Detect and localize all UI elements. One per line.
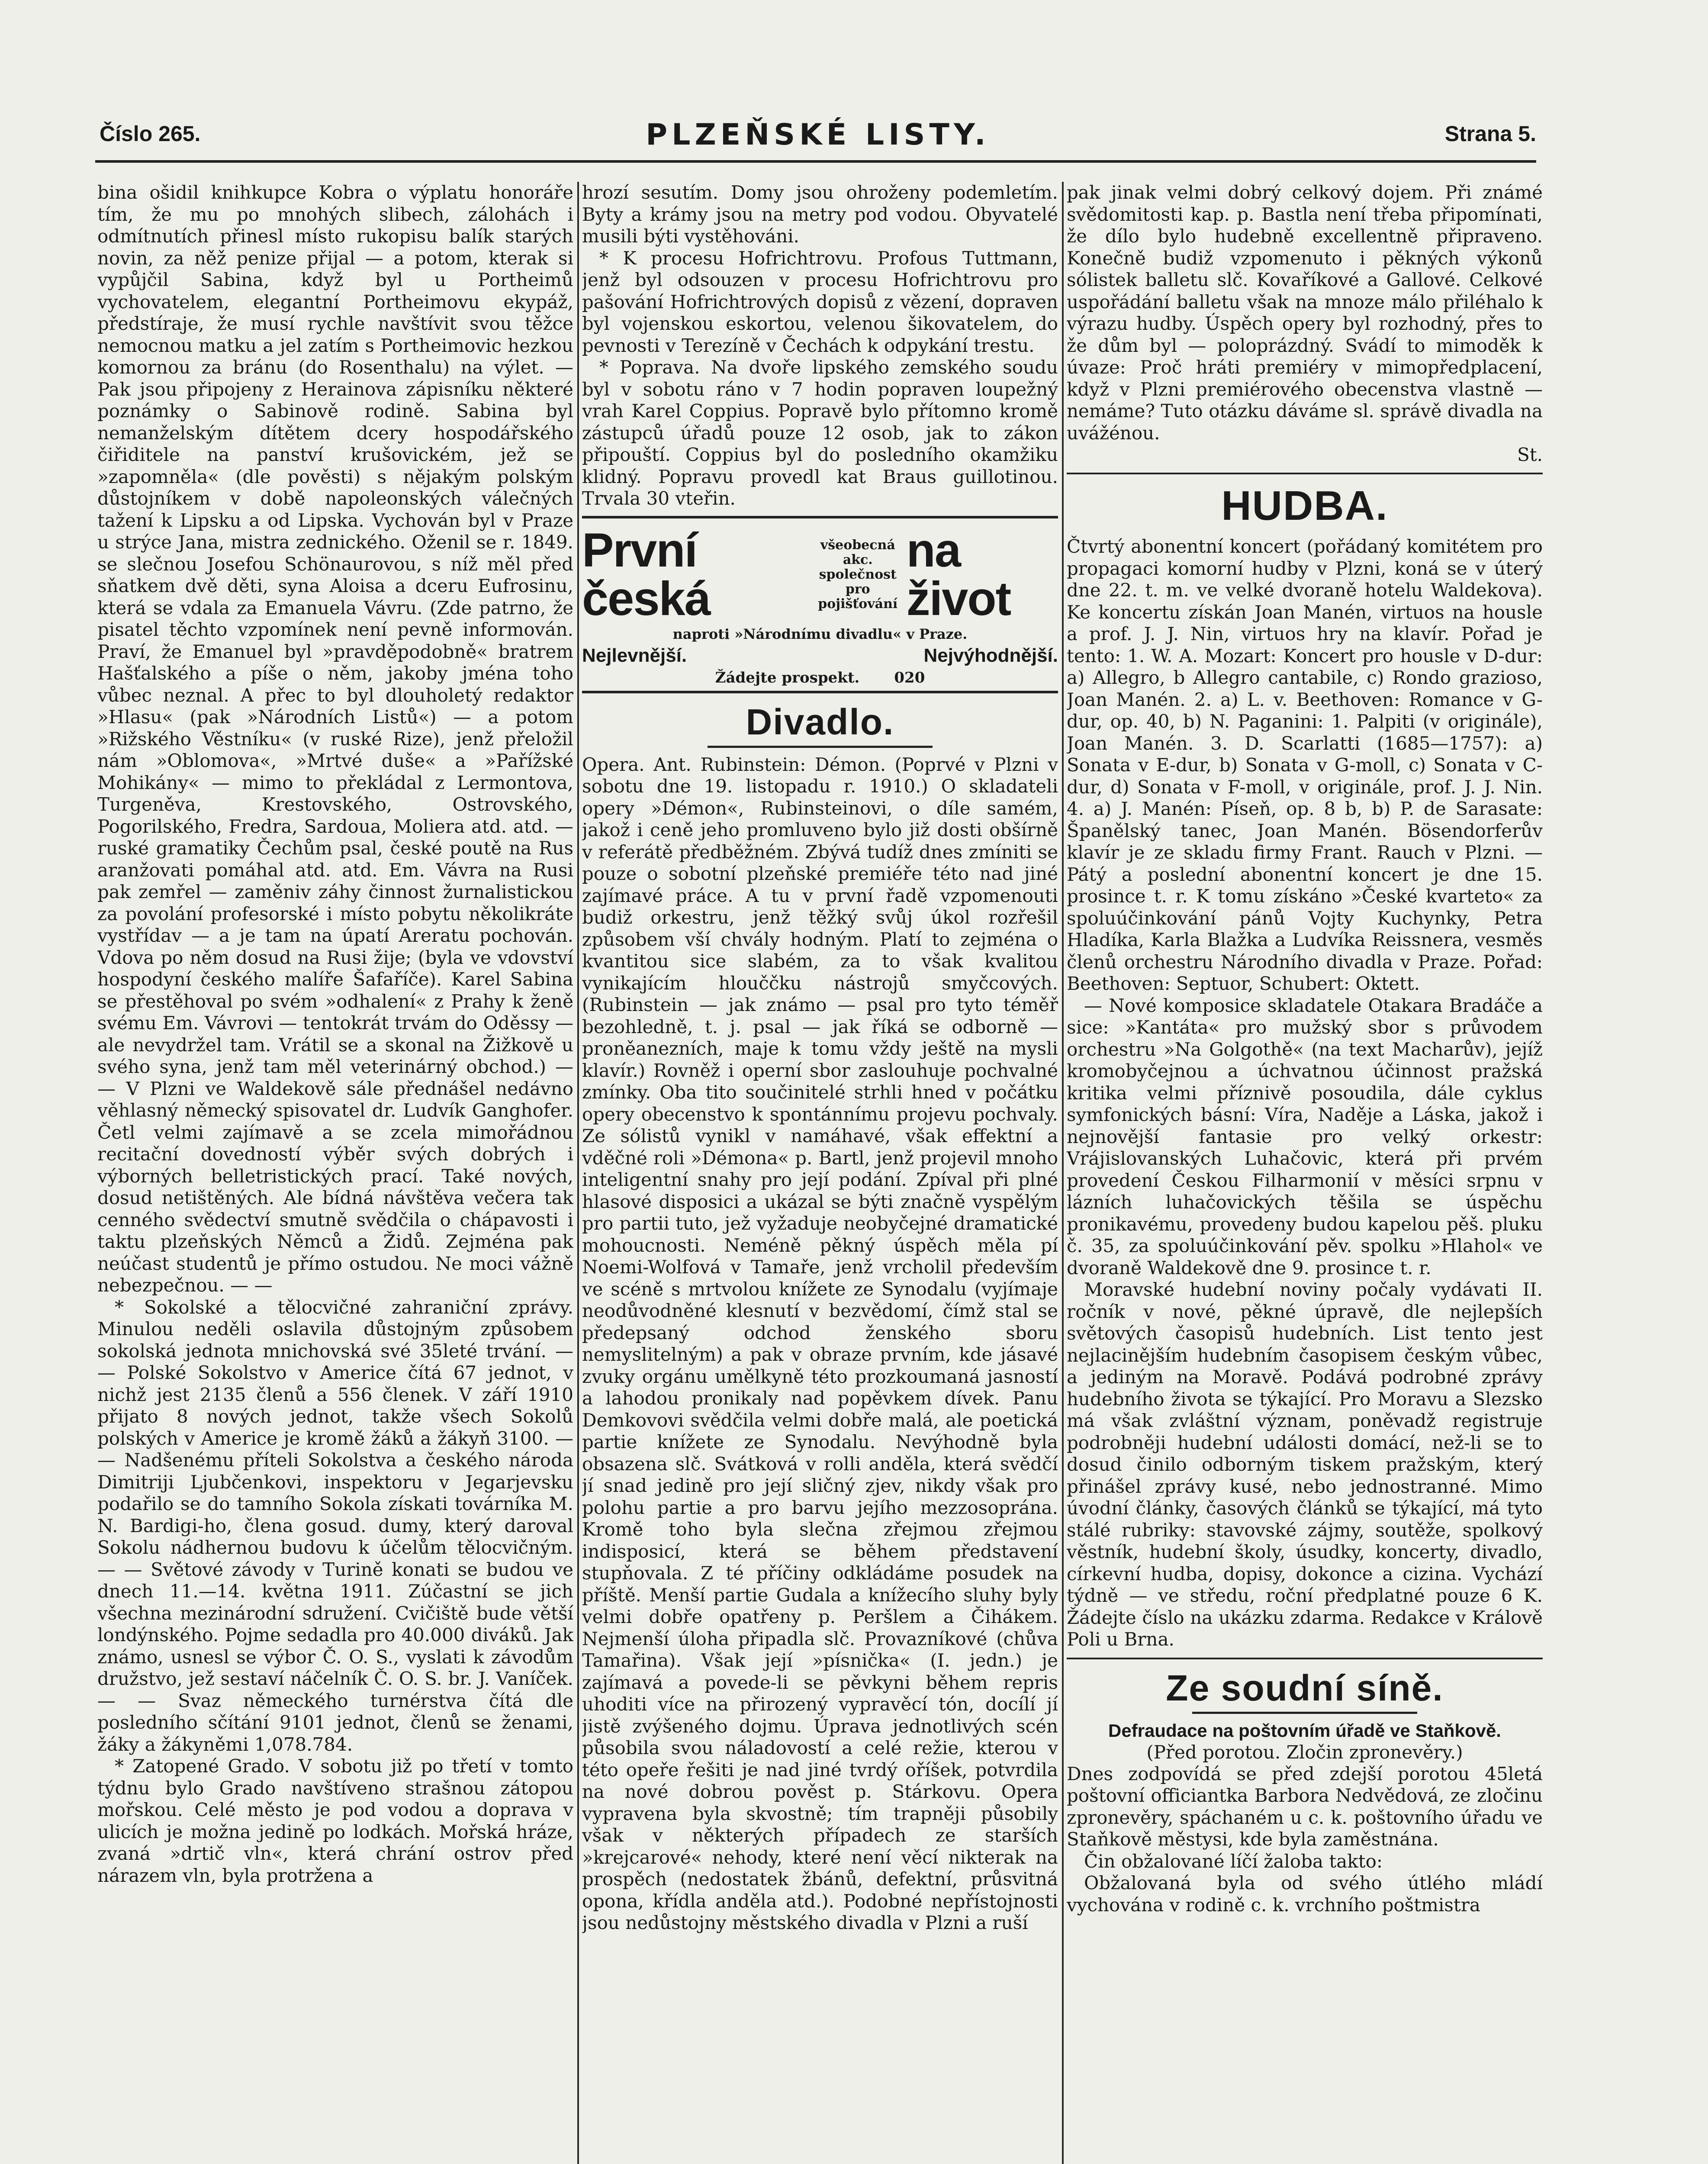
column-divider (1062, 182, 1064, 2164)
page-number: Strana 5. (1444, 122, 1536, 146)
section-heading-music (1067, 482, 1543, 530)
ad-best: Nejvýhodnější. (923, 644, 1058, 666)
column-1 (97, 182, 573, 2164)
article-paragraph: Čin obžalované líčí žaloba takto: (1084, 1850, 1383, 1872)
column-divider (577, 182, 579, 2164)
article-paragraph: Dnes zodpovídá se před zdejší porotou 45letá poštovní officiantka Barbora Nedvědová, ze zločinu zpronevěry, spáchaném u c. k. poštovního úřadu ve Staňkově městysi, kde byla zaměstnána. (1067, 1763, 1543, 1850)
article-subheading: Defraudace na poštovním úřadě ve Staňkově. (1108, 1720, 1501, 1741)
ad-mid-line: všeobecná akc. (820, 537, 895, 567)
issue-number: Číslo 265. (100, 122, 201, 146)
article-paragraph: Čtvrtý abonentní koncert (pořádaný komitétem pro propagaci komorní hudby v Plzni, koná se v úterý dne 22. t. m. ve velké dvoraně hotelu Waldekova). Ke koncertu získán Joan Manén, virtuos na housle a prof. J. J. Nin, virtuos hry na klavír. Pořad je tento: 1. W. A. Mozart: Koncert pro housle v D-dur: a) Allegro, b Allegro cantabile, c) Rondo grazioso, Joan Manén. 2. a) L. v. Beethoven: Romance v G-dur, op. 40, b) N. Paganini: 1. Palpiti (v originále), Joan Manén. 3. D. Scarlatti (1685—1757): a) Sonata v E-dur, b) Sonata v G-moll, c) Sonata v C-dur, d) Sonata v F-moll, v originále, prof. J. J. Nin. 4. a) J. Manén: Píseň, op. 8 b, b) P. de Sarasate: Španělský tanec, Joan Manén. Bösendorferův klavír je ze skladu firmy Frant. Rauch v Plzni. — Pátý a poslední abonentní koncert je dne 15. prosince t. r. K tomu získáno »České kvarteto« za spoluúčinkování pánů Vojty Kuchynky, Petra Hladíka, Karla Blažka a Ludvíka Reissnera, vesměs členů orchestru Národního divadla v Praze. Pořad: Beethoven: Septuor, Schubert: Oktett. (1067, 536, 1543, 994)
article-paragraph: — Nové komposice skladatele Otakara Bradáče a sice: »Kantáta« pro mužský sbor s průvodem orchestru »Na Golgothě« (na text Macharův), jejíž kromobyčejnou a úchvatnou účinnost pražská kritika velmi příznivě posoudila, dále cyklus symfonických básní: Víra, Naděje a Láska, jakož i nejnovější fantasie pro velký orkestr: Vrájislovanských Luhačovic, která při prvém provedení Českou Filharmonií v měsíci srpnu v lázních luhačovických těšila se úspěchu pronikavému, provedeny budou kapelou pěš. pluku č. 35, za spoluúčinkování pěv. spolku »Hlahol« ve dvoraně Waldekově dne 9. prosince t. r. (1067, 995, 1543, 1278)
article-paragraph: * Zatopené Grado. V sobotu již po třetí v tomto týdnu bylo Grado navštíveno strašnou zátopou mořskou. Celé město je pod vodou a doprava v ulicích je možna jedině po lodkách. Mořská hráze, zvaná »drtič vln«, která chrání ostrov před nárazem vln, byla protržena a (97, 1755, 573, 1886)
ad-company-type (809, 538, 907, 612)
ad-code: 020 (894, 669, 925, 686)
section-heading-theatre (582, 701, 1058, 748)
section-heading-court (1067, 1667, 1543, 1714)
newspaper-title: PLZEŇSKÉ LISTY. (646, 118, 990, 152)
article-paragraph: * Sokolské a tělocvičné zahraniční zprávy. Minulou neděli oslavila důstojným způsobem sokolská jednota mnichovská své 35leté trvání. — — Polské Sokolstvo v Americe čítá 67 jednot, v nichž jest 2135 členů a 556 členek. V září 1910 přijato 8 nových jednot, takže všech Sokolů polských v Americe je kromě žáků a žákyň 3100. — — Nadšenému příteli Sokolstva a českého národa Dimitriji Ljubčenkovi, inspektoru v Jegarjevsku podařilo se do tamního Sokola získati továrníka M. N. Bardigi-ho, člena gosud. dumy, který daroval Sokolu nádhernou budovu k účelům tělocvičným. — — Světové závody v Turině konati se budou ve dnech 11.—14. května 1911. Zúčastní se jich všechna mezinárodní sdružení. Cvičiště bude větší londýnského. Pojme sedadla pro 40.000 diváků. Jak známo, usnesl se výbor Č. O. S., vyslati k závodům družstvo, jež sestaví náčelník Č. O. S. br. J. Vaníček. — — Svaz německého turnérstva čítá dle posledního sčítání 9101 jednot, členů se ženami, žáky a žákyněmi 1,078.784. (97, 1296, 573, 1755)
article-subheading-note: (Před porotou. Zločin zpronevěry.) (1146, 1741, 1463, 1763)
article-paragraph: bina ošidil knihkupce Kobra o výplatu honoráře tím, že mu po mnohých slibech, zálohách i odmítnutích přinesl místo rukopisu balík starých novin, za něž penize přijal — a potom, kterak si vypůjčil Sabina, když byl u Portheimů vychovatelem, elegantní Portheimovu ekypáž, předstíraje, že musí rychle navštívit svou těžce nemocnou matku a jel zatím s Portheimovic hezkou komornou za bránu (do Rosenthalu) na výlet. — Pak jsou připojeny z Herainova zápisníku některé poznámky o Sabinově rodině. Sabina byl nemanželským dítětem dcery hospodářského čiřiditele na panství krušovickém, jež se »zapomněla« (dle pověsti) s nějakým polským důstojníkem v době napoleonských válečných tažení k Lipsku a od Lipska. Vychován byl v Praze u strýce Jana, mistra zednického. Oženil se r. 1849. se slečnou Josefou Schönaurovou, s níž měl před sňatkem dvě děti, syna Aloisa a dceru Eufrosinu, která se vdala za Emanuela Vávru. (Zde patrno, že pisatel těchto vzpomínek není pevně informován. Praví, že Emanuel byl »pravděpodobně« bratrem Hašťalského a píše o něm, jakoby jména toho vůbec neznal. A přec to byl dlouholetý redaktor »Hlasu« (pak »Národních Listů«) — a potom »Rižského Věstníku« (v ruské Rize), jenž přeložil nám »Oblomova«, »Mrtvé duše« a »Pařížské Mohikány« — mimo to překládal z Lermontova, Turgeněva, Krestovského, Ostrovského, Pogorilského, Fredra, Sardoua, Moliera atd. atd. — ruské gramatiky Čechům psal, české poutě na Rus aranžovati pomáhal atd. atd. Em. Vávra na Rusi pak zemřel — zaměniv záhy činnost žurnalistickou za povolání profesorské i místo pobytu několikráte vystřídav — a je tam na úpatí Areratu pochován. Vdova po něm dosud na Rusi žije; (byla ve vdovství hospodyní českého malíře Šafaříče). Karel Sabina se přestěhoval po svém »odhalení« z Prahy k ženě svému Em. Vávrovi — tentokrát trvám do Oděssy — ale nevydržel tam. Vrátil se a skonal na Žižkově u svého syna, jenž tam měl veterinárný obchod.) — — V Plzni ve Waldekově sále přednášel nedávno věhlasný německý spisovatel dr. Ludvík Ganghofer. Četl velmi zajímavě a se zcela mimořádnou recitační dovedností výběr svých dobrých i výborných belletristických prací. Také nových, dosud netištěných. Ale bídná návštěva večera tak cenného svědectví smutně svědčila o chápavosti i taktu plzeňských Němců a Židů. Zejména pak neúčast studentů je přímo ostudou. Ne moci vážně nebezpečnou. — — (97, 182, 573, 1296)
ad-cheapest: Nejlevnější. (582, 644, 687, 666)
article-paragraph: pak jinak velmi dobrý celkový dojem. Při známé svědomitosti kap. p. Bastla není třeba připomínati, že dílo bylo hudebně excellentně připraveno. Konečně budiž vzpomenuto i pěkných výkonů sólistek balletu slč. Kovaříkové a Gallové. Celkové uspořádání balletu však na mnoze málo přiléhalo k výrazu hudby. Úspěch opery byl rozhodný, přes to že dům byl — poloprázdný. Svádí to mimoděk k úvaze: Proč hráti premiéry v mimopředplacení, když v Plzni premiérového obecenstva vlastně — nemáme? Tuto otázku dáváme sl. správě divadla na uvážénou. (1067, 182, 1543, 444)
article-paragraph: Moravské hudební noviny počaly vydávati II. ročník v nové, pěkné úpravě, dle nejlepších světových časopisů hudebních. List tento jest nejlacinějším hudebním časopisem českým vůbec, a jediným na Moravě. Podává podrobné zprávy hudebního života se týkající. Pro Moravu a Slezsko má však zvláštní význam, poněvadž registruje podrobněji hudební události domácí, než-li se to dosud činilo odborným tiskem pražským, který přinášel zprávy kusé, nebo jednostranné. Mimo úvodní články, časových článků se týkající, má tyto stálé rubriky: stavovské zájmy, soutěže, spolkový věstník, hudební školy, úsudky, koncerty, divadlo, církevní hudba, dopisy, dokonce a cizina. Vychází týdně — ve středu, roční předplatné pouze 6 K. Žádejte číslo na ukázku zdarma. Redakce v Králově Poli u Brna. (1067, 1279, 1543, 1650)
ad-headline-left: První česká (582, 523, 710, 625)
heading-underline (708, 746, 933, 748)
article-paragraph: * K procesu Hofrichtrovu. Profous Tuttmann, jenž byl odsouzen v procesu Hofrichtrovu pro pašování Hofrichtrových dopisů z vězení, dopraven byl vojenskou eskortou, velenou šikovatelem, do pevnosti v Terezíně v Čechách k odpykání trestu. (582, 247, 1058, 356)
author-signature: St. (1517, 444, 1543, 465)
insurance-advertisement (582, 516, 1058, 693)
masthead-rule (95, 160, 1536, 163)
ad-address: naproti »Národnímu divadlu« v Praze. (672, 625, 968, 642)
ad-mid-line: pro pojišťování (818, 581, 898, 612)
section-divider (1067, 1658, 1543, 1659)
column-3 (1067, 182, 1543, 2164)
ad-prospect: Žádejte prospekt. (715, 669, 860, 686)
heading-underline (1192, 1712, 1417, 1714)
ad-headline-right: na život (906, 523, 1011, 625)
section-divider (1067, 473, 1543, 474)
article-paragraph: Obžalovaná byla od svého útlého mládí vychována v rodině c. k. vrchního poštmistra (1067, 1872, 1543, 1916)
article-paragraph: * Poprava. Na dvoře lipského zemského soudu byl v sobotu ráno v 7 hodin popraven loupežný vrah Karel Coppius. Popravě bylo přítomno kromě zástupců úřadů pouze 12 osob, jak to zákon připouští. Coppius byl do posledního okamžiku klidný. Popravu provedl kat Braus guillotinou. Trvala 30 vteřin. (582, 357, 1058, 509)
article-paragraph: hrozí sesutím. Domy jsou ohroženy podemletím. Byty a krámy jsou na metry pod vodou. Obyvatelé musili býti vystěhováni. (582, 182, 1058, 247)
masthead (100, 118, 1536, 157)
ad-mid-line: společnost (819, 567, 897, 582)
article-paragraph: Opera. Ant. Rubinstein: Démon. (Poprvé v Plzni v sobotu dne 19. listopadu r. 1910.) O skladateli opery »Démon«, Rubinsteinovi, o díle samém, jakož i ceně jeho promluveno bylo již dosti obšírně v referátě předběžném. Zbývá tudíž dnes zmíniti se pouze o sobotní plzeňské premiéře této nad jiné zajímavé práce. A tu v první řadě vzpomenouti budiž orkestru, jenž těžký svůj úkol rozřešil způsobem vší chvály hodným. Platí to zejména o kvantitou sice slabém, za to však kvalitou vynikajícím hlouččku nástrojů smyčcových. (Rubinstein — jak známo — psal pro tyto téměř bezohledně, t. j. psal — jak říká se odborně — proněanezních, maje k tomu vždy ještě na mysli klavír.) Rovněž i operní sbor zaslouhuje pochvalné zmínky. Oba tito součinitelé strhli hned v počátku opery obecenstvo k spontánnímu projevu pochvaly. Ze sólistů vynikl v namáhavé, však effektní a vděčné roli »Démona« p. Bartl, jenž projevil mnoho inteligentní snahy pro její podání. Zpíval při plné hlasové disposici a ukázal se býti značně vyspělým pro partii tuto, jež vyžaduje neobyčejné dramatické mohoucnosti. Neméně pěkný úspěch měla pí Noemi-Wolfová v Tamaře, jenž vrcholil především ve scéně s mrtvolou knížete ze Synodalu (vyjímaje neodůvodněné klesnutí v bezvědomí, čímž stal se předepsaný odchod ženského sboru nemyslitelným) a pak v obraze prvním, kde jásavé zvuky orgánu umělkyně této prozkoumaná jasností a lahodou pronikaly nad popěvkem dívek. Panu Demkovovi svědčila velmi dobře malá, ale poetická partie knížete ze Synodalu. Nevýhodně byla obsazena slč. Svátková v rolli anděla, která svědčí jí snad jedině pro její sličný zjev, nikdy však pro polohu partie a pro barvu jejího mezzosoprána. Kromě toho byla slečna zřejmou zřejmou indisposicí, která se během představení stupňovala. Z té příčiny odkládáme posudek na příště. Menší partie Gudala a knížecího sluhy byly velmi dobře opatřeny p. Peršlem a Čihákem. Nejmenší úloha připadla slč. Provazníkové (chůva Tamařina). Však její »písnička« (I. jedn.) je zajímavá a povede-li se pěvkyni během repris uhoditi více na přirozený vypravěcí tón, docílí jí jistě zvýšeného dojmu. Úprava jednotlivých scén působila svou náladovostí a celé režie, kterou v této opeře řešiti je nad jiné tvrdý oříšek, potvrdila na nové dobrou pověst p. Stárkovu. Opera vypravena byla skvostně; tím trapněji působily však v některých případech ze starších »krejcarové« nehody, které není věcí nikterak na prospěch (nedostatek žbánů, defektní, průsvitná opona, křídla anděla atd.). Podobné nepřístojnosti jsou nedůstojny městského divadla v Plzni a ruší (582, 754, 1058, 1933)
section-title: Divadlo. (746, 701, 894, 742)
section-title: HUDBA. (1221, 483, 1388, 529)
section-title: Ze soudní síně. (1166, 1667, 1444, 1708)
column-2 (582, 182, 1058, 2164)
